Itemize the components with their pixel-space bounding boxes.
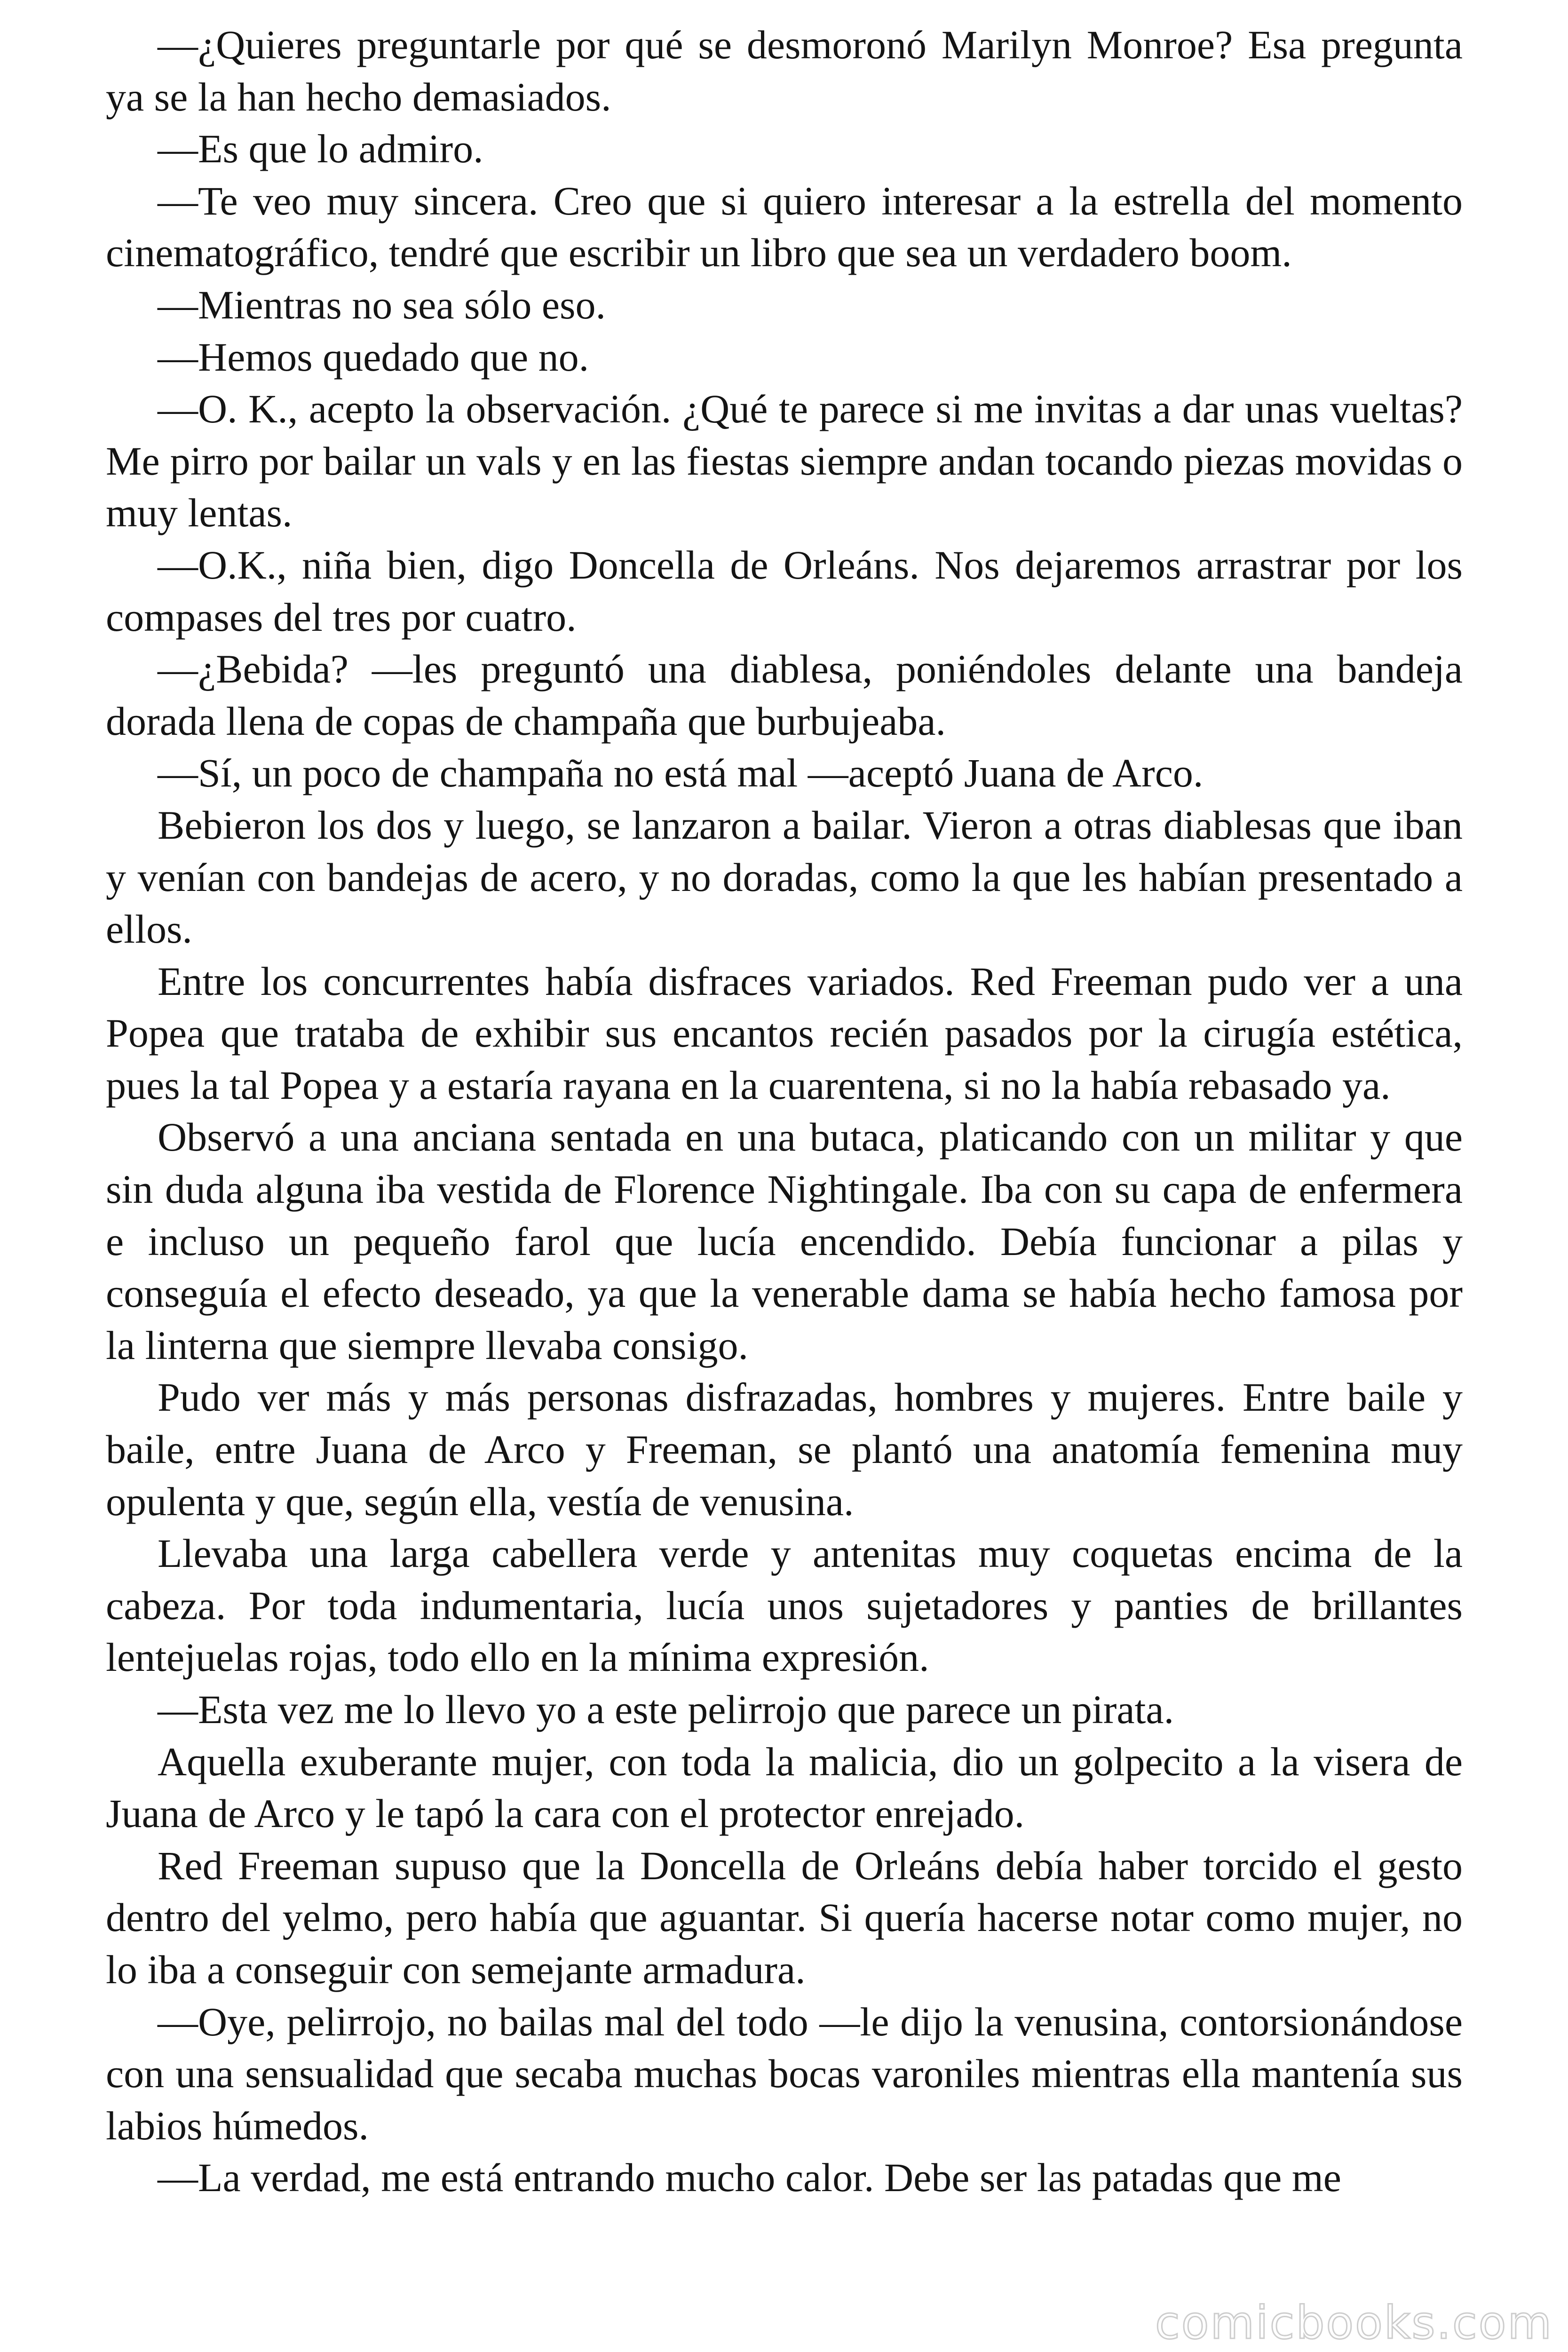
paragraph-10: Bebieron los dos y luego, se lanzaron a bailar. Vieron a otras diablesas que iban y venían con bandejas de acero, y no doradas, como la que les habían presentado a ellos.: [106, 802, 1463, 952]
paragraph-12: Observó a una anciana sentada en una butaca, platicando con un militar y que sin duda alguna iba vestida de Florence Nightingale. Iba con su capa de enfermera e incluso un pequeño farol que lucía encendido. Debía funcionar a pilas y conseguía el efecto deseado, ya que la venerable dama se había hecho famosa por la linterna que siempre llevaba consigo.: [106, 1114, 1463, 1368]
paragraph-16: Aquella exuberante mujer, con toda la malicia, dio un golpecito a la visera de Juana de Arco y le tapó la cara con el protector enrejado.: [106, 1739, 1463, 1836]
paragraph-18: —Oye, pelirrojo, no bailas mal del todo —le dijo la venusina, contorsionándose con una sensualidad que secaba muchas bocas varoniles mientras ella mantenía sus labios húmedos.: [106, 1999, 1463, 2148]
paragraph-5: —Hemos quedado que no.: [158, 334, 589, 380]
paragraph-9: —Sí, un poco de champaña no está mal —aceptó Juana de Arco.: [158, 750, 1204, 796]
page-text: [106, 19, 1463, 2204]
paragraph-13: Pudo ver más y más personas disfrazadas, hombres y mujeres. Entre baile y baile, entre Juana de Arco y Freeman, se plantó una anatomía femenina muy opulenta y que, según ella, vestía de venusina.: [106, 1375, 1463, 1524]
paragraph-19: —La verdad, me está entrando mucho calor. Debe ser las patadas que me: [158, 2155, 1341, 2201]
paragraph-11: Entre los concurrentes había disfraces variados. Red Freeman pudo ver a una Popea que trataba de exhibir sus encantos recién pasados por la cirugía estética, pues la tal Popea y a estaría rayana en la cuarentena, si no la había rebasado ya.: [106, 958, 1463, 1108]
paragraph-14: Llevaba una larga cabellera verde y antenitas muy coquetas encima de la cabeza. Por toda indumentaria, lucía unos sujetadores y panties de brillantes lentejuelas rojas, todo ello en la mínima expresión.: [106, 1531, 1463, 1680]
paragraph-6: —O. K., acepto la observación. ¿Qué te parece si me invitas a dar unas vueltas? Me pirro por bailar un vals y en las fiestas siempre andan tocando piezas movidas o muy lentas.: [106, 386, 1463, 536]
paragraph-15: —Esta vez me lo llevo yo a este pelirrojo que parece un pirata.: [158, 1687, 1174, 1732]
paragraph-2: —Es que lo admiro.: [158, 126, 483, 172]
watermark: comicbooks.com: [1155, 2296, 1553, 2349]
paragraph-8: —¿Bebida? —les preguntó una diablesa, poniéndoles delante una bandeja dorada llena de copas de champaña que burbujeaba.: [106, 646, 1463, 744]
paragraph-4: —Mientras no sea sólo eso.: [158, 282, 606, 327]
paragraph-3: —Te veo muy sincera. Creo que si quiero interesar a la estrella del momento cinematográfico, tendré que escribir un libro que sea un verdadero boom.: [106, 178, 1463, 276]
paragraph-1: —¿Quieres preguntarle por qué se desmoronó Marilyn Monroe? Esa pregunta ya se la han hecho demasiados.: [106, 22, 1463, 119]
paragraph-7: —O.K., niña bien, digo Doncella de Orleáns. Nos dejaremos arrastrar por los compases del tres por cuatro.: [106, 542, 1463, 640]
paragraph-17: Red Freeman supuso que la Doncella de Orleáns debía haber torcido el gesto dentro del yelmo, pero había que aguantar. Si quería hacerse notar como mujer, no lo iba a conseguir con semejante armadura.: [106, 1843, 1463, 1992]
